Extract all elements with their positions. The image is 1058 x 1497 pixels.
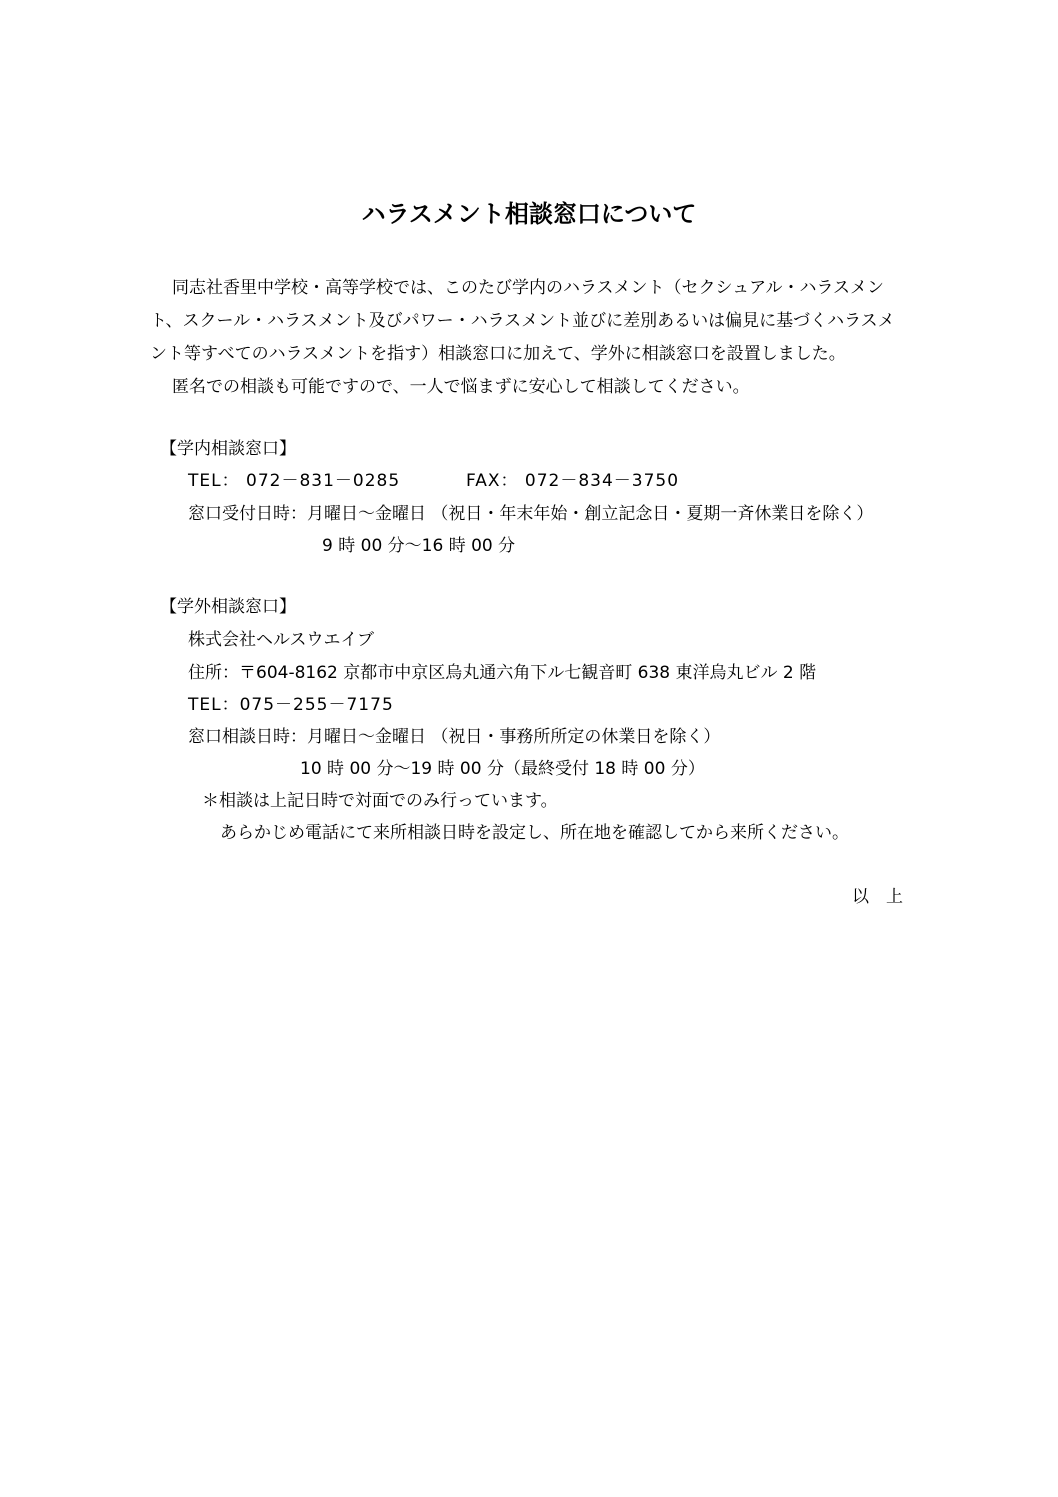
intro-line-2: ト、スクール・ハラスメント及びパワー・ハラスメント並びに差別あるいは偏見に基づくハラスメ — [150, 311, 895, 331]
page-title: ハラスメント相談窓口について — [361, 200, 697, 228]
internal-hours-time: 9 時 00 分～16 時 00 分 — [322, 536, 516, 556]
external-heading: 【学外相談窓口】 — [160, 597, 296, 617]
closing-text: 以 上 — [852, 887, 903, 907]
external-note-2: あらかじめ電話にて来所相談日時を設定し、所在地を確認してから来所ください。 — [220, 823, 849, 843]
internal-fax: FAX： 072－834－3750 — [466, 471, 680, 491]
external-company: 株式会社ヘルスウエイブ — [188, 630, 374, 650]
external-tel: TEL：075－255－7175 — [188, 695, 394, 715]
external-note-1: ＊相談は上記日時で対面でのみ行っています。 — [202, 791, 558, 811]
external-hours: 窓口相談日時：月曜日～金曜日 （祝日・事務所所定の休業日を除く） — [188, 727, 721, 747]
internal-hours: 窓口受付日時：月曜日～金曜日 （祝日・年末年始・創立記念日・夏期一斉休業日を除く） — [188, 504, 874, 524]
internal-tel: TEL： 072－831－0285 — [188, 471, 401, 491]
external-hours-time: 10 時 00 分～19 時 00 分（最終受付 18 時 00 分） — [300, 759, 705, 779]
external-address: 住所：〒604-8162 京都市中京区烏丸通六角下ル七観音町 638 東洋烏丸ビル 2 階 — [188, 663, 817, 683]
intro-line-1: 同志社香里中学校・高等学校では、このたび学内のハラスメント（セクシュアル・ハラスメン — [172, 278, 884, 298]
intro-line-3: ント等すべてのハラスメントを指す）相談窓口に加えて、学外に相談窓口を設置しました。 — [150, 344, 846, 364]
internal-heading: 【学内相談窓口】 — [160, 439, 296, 459]
intro-line-4: 匿名での相談も可能ですので、一人で悩まずに安心して相談してください。 — [172, 377, 750, 397]
